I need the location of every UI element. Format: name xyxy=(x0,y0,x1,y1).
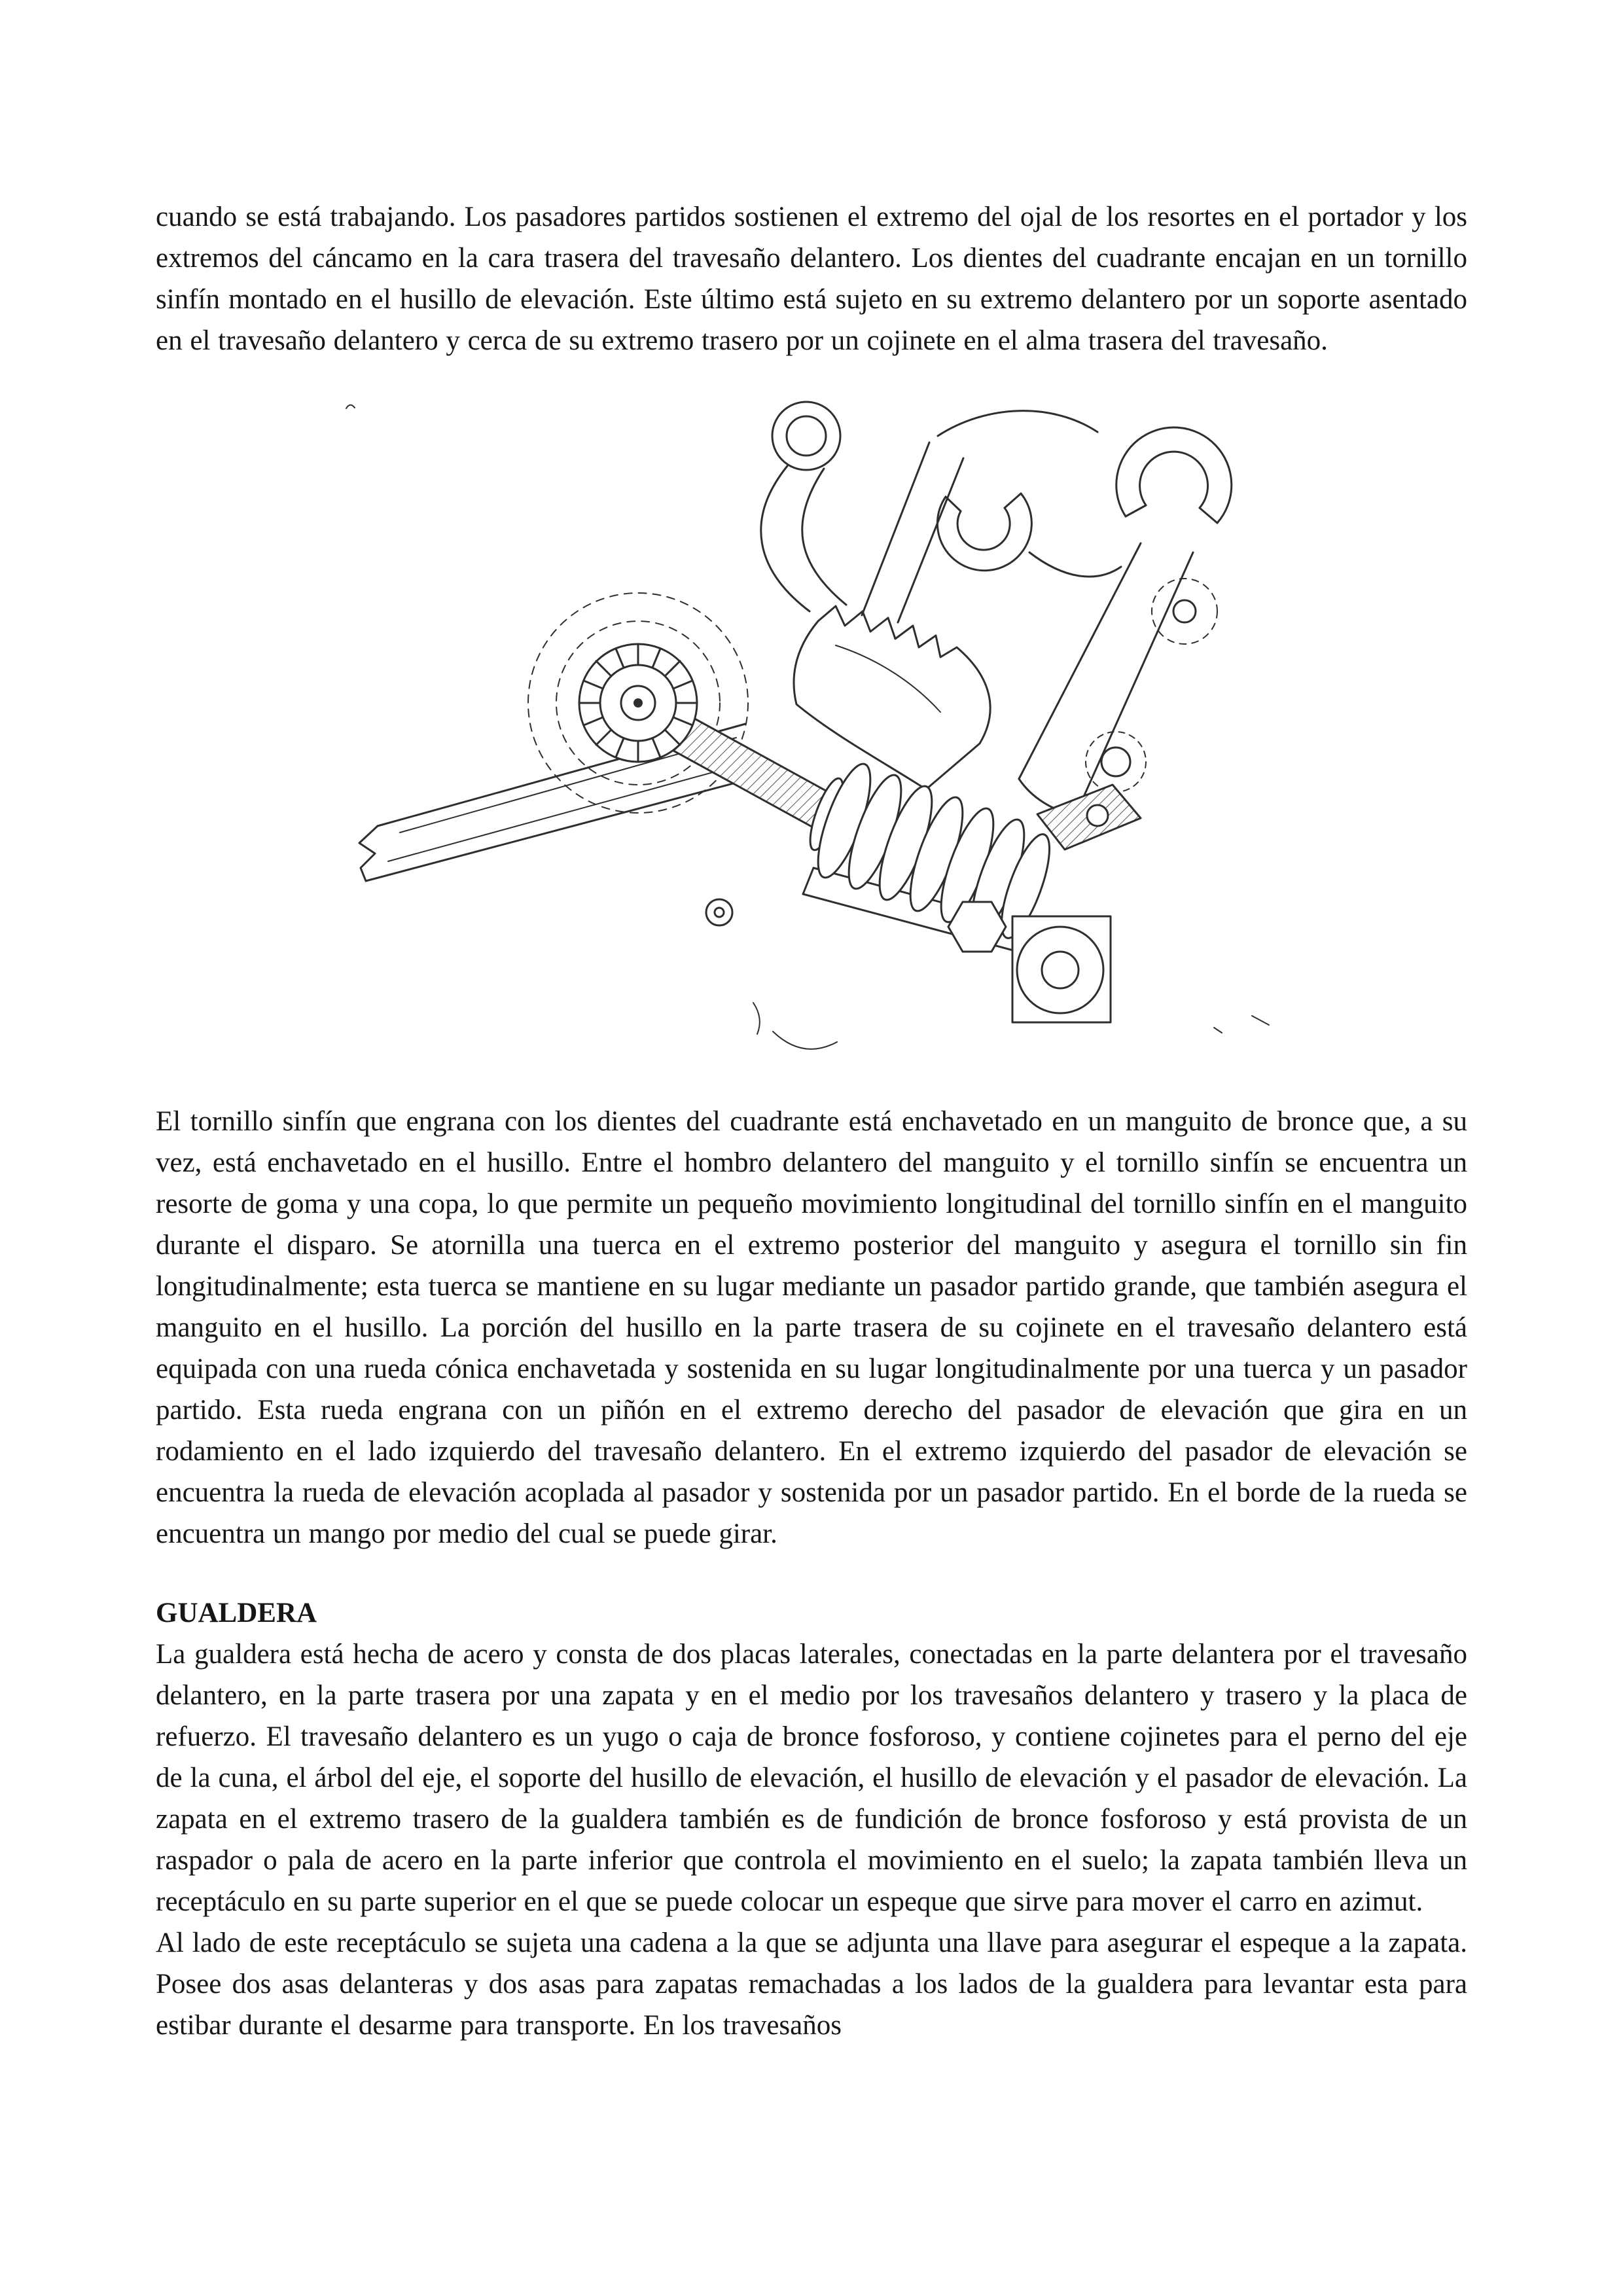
paragraph-3: La gualdera está hecha de acero y consta de dos placas laterales, conectadas en la parte delantera por el travesaño delantero, en la parte trasera por una zapata y en el medio por los travesaños delantero y trasero y la placa de refuerzo. El travesaño delantero es un yugo o caja de bronce fosforoso, y contiene cojinetes para el perno del eje de la cuna, el árbol del eje, el soporte del husillo de elevación, el husillo de elevación y el pasador de elevación. La zapata en el extremo trasero de la gualdera también es de fundición de bronce fosforoso y está provista de un raspador o pala de acero en la parte inferior que controla el movimiento en el suelo; la zapata también lleva un receptáculo en su parte superior en el que se puede colocar un espeque que sirve para mover el carro en azimut. xyxy=(156,1639,1467,1917)
paragraph-2: El tornillo sinfín que engrana con los dientes del cuadrante está enchavetado en un manguito de bronce que, a su vez, está enchavetado en el husillo. Entre el hombro delantero del manguito y el tornillo sinfín se encuentra un resorte de goma y una copa, lo que permite un pequeño movimiento longitudinal del tornillo sinfín en el manguito durante el disparo. Se atornilla una tuerca en el extremo posterior del manguito y asegura el tornillo sin fin longitudinalmente; esta tuerca se mantiene en su lugar mediante un pasador partido grande, que también asegura el manguito en el husillo. La porción del husillo en la parte trasera de su cojinete en el travesaño delantero está equipada con una rueda cónica enchavetada y sostenida en su lugar longitudinalmente por una tuerca y un pasador partido. Esta rueda engrana con un piñón en el extremo derecho del pasador de elevación que gira en un rodamiento en el lado izquierdo del travesaño delantero. En el extremo izquierdo del pasador de elevación se encuentra la rueda de elevación acoplada al pasador y sostenida por un pasador partido. En el borde de la rueda se encuentra un mango por medio del cual se puede girar. xyxy=(156,1106,1467,1549)
quadrant-teeth xyxy=(794,606,990,789)
paragraph-4: Al lado de este receptáculo se sujeta una cadena a la que se adjunta una llave para asegurar el espeque a la zapata. Posee dos asas delanteras y dos asas para zapatas remachadas a los lados de la gualdera para levantar esta para estibar durante el desarme para transporte. En los travesaños xyxy=(156,1928,1467,2041)
lifting-eye-arm xyxy=(761,402,846,611)
technical-drawing xyxy=(337,395,1286,1069)
misc-marks xyxy=(753,1003,1269,1049)
bolt-hole xyxy=(706,899,732,925)
scan-mark xyxy=(346,405,355,408)
bevel-gear xyxy=(579,644,697,762)
figure-elevating-mechanism xyxy=(337,395,1286,1069)
connecting-link xyxy=(1037,732,1146,850)
paragraph-1: cuando se está trabajando. Los pasadores partidos sostienen el extremo del ojal de los resortes en el portador y los extremos del cáncamo en la cara trasera del travesaño delantero. Los dientes del cuadrante encajan en un tornillo sinfín montado en el husillo de elevación. Este último está sujeto en su extremo delantero por un soporte asentado en el travesaño delantero y cerca de su extremo trasero por un cojinete en el alma trasera del travesaño. xyxy=(156,202,1467,356)
section-heading-gualdera: GUALDERA xyxy=(156,1598,317,1628)
nut-and-flange xyxy=(948,902,1111,1022)
